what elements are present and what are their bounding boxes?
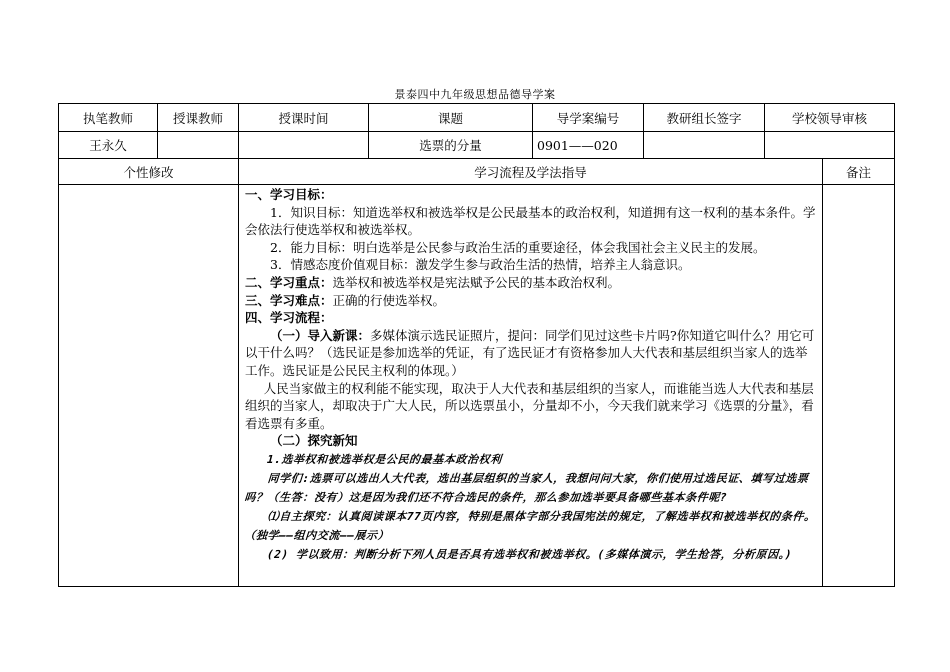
section-2-text: 选举权和被选举权是宪法赋予公民的基本政治权利。 [332,274,621,290]
section-4-title: 四、学习流程： [245,310,333,326]
intro-paragraph [245,327,816,380]
explore-self-study: ⑴自主探究：认真阅读课本77页内容，特别是黑体字部分我国宪法的规定，了解选举权和被选举权的条件。（独学——组内交流——展示） [243,509,817,542]
personal-edits-cell [59,185,239,587]
header-cell-teacher: 授课教师 [158,104,239,132]
section-cell-personal-edits: 个性修改 [59,159,239,185]
explore-paragraph-1: 同学们:选票可以选出人大代表，选出基层组织的当家人，我想问问大家，你们使用过选民证、填写过选票吗？（生答：没有）这是因为我们还不符合选民的条件，那么参加选举要具备哪些基本条件呢? [243,471,809,504]
explore-item-1-title: 1.选举权和被选举权是公民的最基本政治权利 [266,452,503,466]
document-title: 景泰四中九年级思想品德导学案 [394,88,556,101]
info-cell-group-leader [644,132,765,159]
header-cell-group-leader: 教研组长签字 [644,104,765,132]
header-cell-author: 执笔教师 [59,104,158,132]
section-cell-learning-flow: 学习流程及学法指导 [239,159,823,185]
info-cell-code: 0901——020 [533,132,644,159]
info-cell-topic: 选票的分量 [369,132,533,159]
remarks-cell [823,185,895,587]
header-cell-school-leader: 学校领导审核 [765,104,895,132]
objective-attitude: 3．情感态度价值观目标：激发学生参与政治生活的热情，培养主人翁意识。 [270,257,691,273]
section-row [59,159,895,185]
section-3-title: 三、学习难点： [245,292,333,308]
section-2 [245,274,816,292]
header-row [59,104,895,132]
objective-ability: 2．能力目标：明白选举是公民参与政治生活的重要途径，体会我国社会主义民主的发展。 [270,239,766,255]
content-row [59,185,895,587]
explore-title: （二）探究新知 [270,433,358,449]
section-3-text: 正确的行使选举权。 [332,292,446,308]
transition-paragraph: 人民当家做主的权利能不能实现，取决于人大代表和基层组织的当家人，而谁能当选人大代表和基层组织的当家人，却取决于广大人民，所以选票虽小，分量却不小，今天我们就来学习《选票的分量》，看看选票有多重。 [245,380,814,431]
info-cell-author: 王永久 [59,132,158,159]
intro-title: （一）导入新课： [270,327,371,343]
header-cell-code: 导学案编号 [533,104,644,132]
header-cell-time: 授课时间 [239,104,369,132]
section-3 [245,292,816,310]
objective-knowledge: 1．知识目标：知道选举权和被选举权是公民最基本的政治权利，知道拥有这一权利的基本条件。学会依法行使选举权和被选举权。 [245,204,816,238]
info-cell-school-leader [765,132,895,159]
info-row [59,132,895,159]
section-cell-remarks: 备注 [823,159,895,185]
section-2-title: 二、学习重点： [245,274,333,290]
info-cell-teacher [158,132,239,159]
learning-flow-content [239,185,823,587]
section-1-title: 一、学习目标： [245,187,333,202]
explore-apply: (2) 学以致用：判断分析下列人员是否具有选举权和被选举权。(多媒体演示，学生抢答，分析原因。) [266,547,793,561]
header-cell-topic: 课题 [369,104,533,132]
info-cell-time [239,132,369,159]
intro-text: 多媒体演示选民证照片，提问：同学们见过这些卡片吗?你知道它叫什么？用它可以干什么吗？（选民证是参加选举的凭证，有了选民证才有资格参加人大代表和基层组织当家人的选举工作。选民证是公民民主权利的体现。） [245,327,815,378]
lesson-plan-table [58,103,895,587]
